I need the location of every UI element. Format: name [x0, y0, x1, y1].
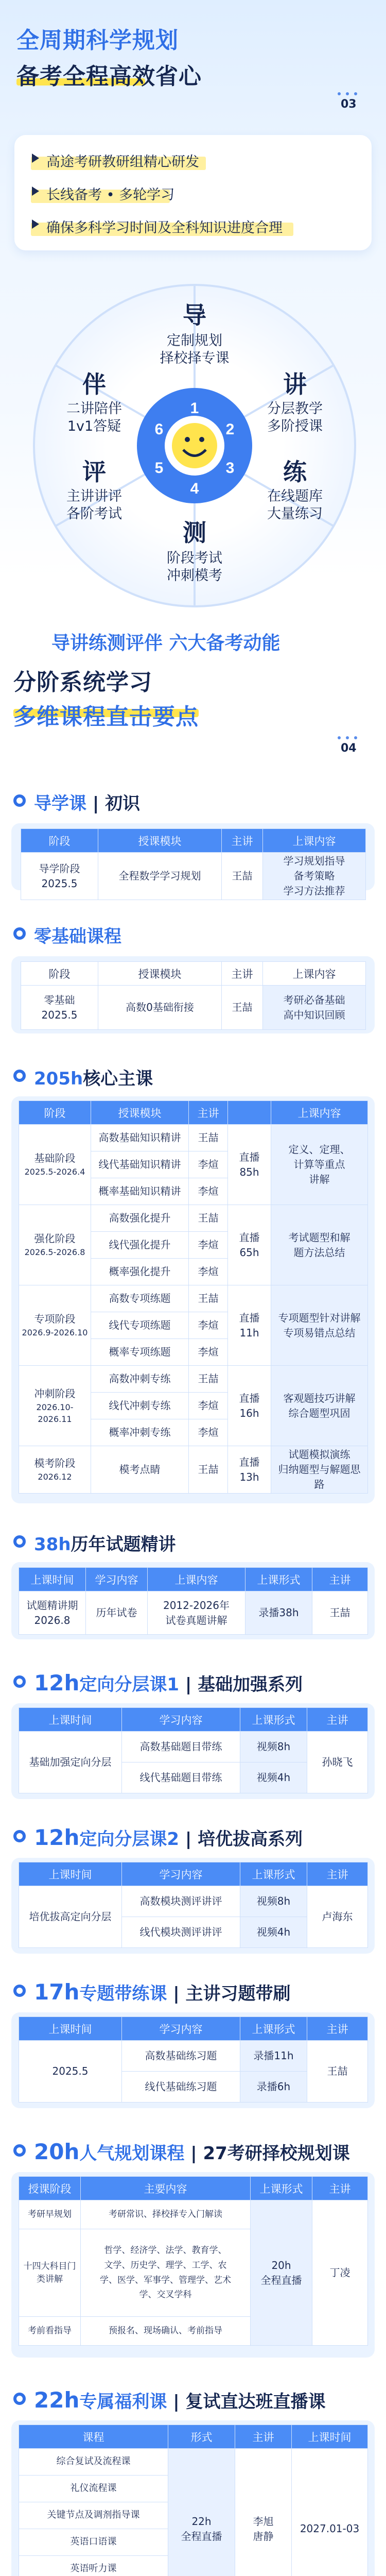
table-planning: 授课阶段 主要内容 上课形式 主讲 考研早规划 考研常识、择校择专入门解读 20h 全程直播 丁凌 十四大科目门类讲解 哲学、经济学、法学、教育学、 文学、历史学、理学、工学、农 学、医学、军事学、管理学、艺术 学、交叉学科 考前看指导 预报名、现场确认、考前指导 [19, 2176, 368, 2346]
jiang-label: 讲 [283, 370, 307, 398]
triangle-icon [32, 154, 39, 163]
six-dimension-wheel [27, 278, 362, 613]
dao-label: 导 [183, 301, 206, 329]
table-topic-practice: 上课时间 学习内容 上课形式 主讲 2025.5 高数基础练习题 录播11h 王喆 线代基础练习题 录播6h [19, 2016, 368, 2103]
wheel-num-2: 2 [225, 421, 235, 438]
table-layered-2: 上课时间 学习内容 上课形式 主讲 培优拔高定向分层 高数模块测评讲评 视频8h 卢海东 线代模块测评讲评 视频4h [19, 1862, 368, 1948]
wheel-num-1: 1 [190, 400, 199, 417]
section-subtitle-planning: 备考全程高效省心 [16, 63, 202, 90]
svg-text:各阶考试: 各阶考试 [66, 506, 122, 522]
table-layered-1: 上课时间 学习内容 上课形式 主讲 基础加强定向分层 高数基础题目带练 视频8h 孙晓飞 线代基础题目带练 视频4h [19, 1707, 368, 1793]
section-title-system: 分阶系统学习 [13, 669, 152, 696]
table-past-papers: 上课时间 学习内容 上课内容 上课形式 主讲 试题精讲期 2026.8 历年试卷 2012-2026年 试卷真题讲解 录播38h 王喆 [19, 1567, 368, 1635]
svg-text:定制规划: 定制规划 [167, 333, 222, 349]
section-title-planning: 全周期科学规划 [16, 27, 179, 54]
ce-label: 测 [183, 519, 206, 547]
ping-label: 评 [82, 458, 106, 486]
bullet-card [14, 135, 372, 250]
page-number: 03 [341, 98, 357, 111]
table-zero: 阶段 授课模块 主讲 上课内容 零基础 2025.5 高数0基础衔接 王喆 考研必备基础 高中知识回顾 [21, 961, 366, 1030]
wheel-caption: 导讲练测评伴 六大备考动能 [51, 633, 280, 654]
ring-bullet-icon [13, 1535, 26, 1548]
svg-text:1v1答疑: 1v1答疑 [67, 418, 121, 434]
decorative-dots [338, 88, 374, 92]
bullet-item: 长线备考 • 多轮学习 [31, 180, 319, 207]
wheel-num-6: 6 [154, 421, 164, 438]
triangle-icon [32, 187, 39, 196]
decorative-dots [338, 732, 374, 736]
svg-text:择校择专课: 择校择专课 [160, 350, 230, 366]
wheel-num-5: 5 [154, 460, 164, 477]
svg-text:在线题库: 在线题库 [267, 488, 323, 504]
ban-label: 伴 [82, 370, 106, 398]
svg-text:二讲陪伴: 二讲陪伴 [66, 401, 122, 417]
svg-text:主讲讲评: 主讲讲评 [66, 488, 122, 504]
table-bonus: 课程 形式 主讲 上课时间 综合复试及流程课 22h 全程直播 李旭 唐静 2027.01-03 礼仪流程课 关键节点及调剂指导课 英语口语课 英语听力课 [19, 2425, 368, 2576]
table-core: 阶段 授课模块 主讲 上课内容 基础阶段 2025.5-2026.4 高数基础知识精讲 王喆 直播85h 定义、定理、 计算等重点 讲解 线代基础知识精讲 李煊 概率基础知识精讲 李煊 强化阶段 2026.5-2026.8 高数强化提升 王喆 直播65h 考试题型和解 题方法总结 线代强化提升 李煊 概率强化提升 李煊 专项阶段 2026.9-2026.10 高数专项练题 王喆 直播11h 专项题型针对讲解 专项易错点总结 线代专项练题 李煊 概率专项练题 李煊 冲刺阶段 2026.10-2026.11 高数冲刺专练 王喆 直播16h 客观题技巧讲解 综合题型巩固 线代冲刺专练 李煊 概率冲刺专练 李煊 模考阶段 2026.12 模考点睛 王喆 直播13h 试题模拟演练 归纳题型与解题思路 [19, 1100, 368, 1494]
bullet-item: 高途考研教研组精心研发 [31, 147, 319, 174]
svg-text:冲刺模考: 冲刺模考 [167, 568, 222, 584]
svg-text:分层教学: 分层教学 [267, 401, 323, 417]
wheel-num-3: 3 [225, 460, 235, 477]
wheel-num-4: 4 [190, 480, 199, 497]
ring-bullet-icon [13, 1830, 26, 1842]
svg-text:阶段考试: 阶段考试 [167, 550, 222, 566]
page-number: 04 [341, 742, 357, 755]
ring-bullet-icon [13, 2393, 26, 2405]
ring-bullet-icon [13, 1985, 26, 1997]
lian-label: 练 [283, 458, 307, 486]
bullet-item: 确保多科学习时间及全科知识进度合理 [31, 213, 319, 240]
svg-text:多阶授课: 多阶授课 [267, 418, 323, 434]
section-subtitle-system: 多维课程直击要点 [13, 704, 199, 730]
triangle-icon [32, 219, 39, 229]
ring-bullet-icon [13, 1675, 26, 1688]
ring-bullet-icon [13, 794, 26, 807]
ring-bullet-icon [13, 927, 26, 940]
ring-bullet-icon [13, 2144, 26, 2157]
table-daoxue: 阶段 授课模块 主讲 上课内容 导学阶段 2025.5 全程数学学习规划 王喆 学习规划指导 备考策略 学习方法推荐 [21, 828, 366, 900]
svg-text:大量练习: 大量练习 [267, 506, 323, 522]
ring-bullet-icon [13, 1070, 26, 1082]
